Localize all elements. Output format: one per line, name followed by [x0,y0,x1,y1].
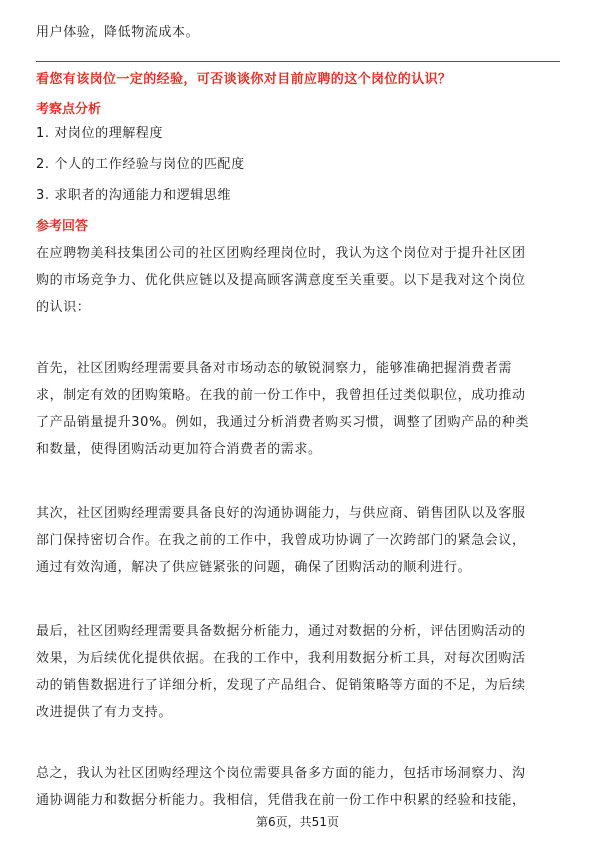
paragraph-line: 效果，为后续优化提供依据。在我的工作中，我利用数据分析工具，对每次团购活 [36,651,526,666]
paragraph-line: 其次，社区团购经理需要具备良好的沟通协调能力，与供应商、销售团队以及客服 [36,506,526,521]
paragraph-line: 首先，社区团购经理需要具备对市场动态的敏锐洞察力，能够准确把握消费者需 [36,361,513,376]
answer-paragraph-second [36,500,560,581]
analysis-item: 2. 个人的工作经验与岗位的匹配度 [36,157,245,172]
paragraph-line: 的认识： [36,300,91,315]
analysis-item: 3. 求职者的沟通能力和逻辑思维 [36,188,232,203]
answer-paragraph-third [36,618,560,726]
paragraph-line: 购的市场竞争力、优化供应链以及提高顾客满意度至关重要。以下是我对这个岗位 [36,273,526,288]
paragraph-line: 改进提供了有力支持。 [36,705,173,720]
answer-paragraph-summary [36,760,560,814]
paragraph-line: 通过有效沟通，解决了供应链紧张的问题，确保了团购活动的顺利进行。 [36,560,472,575]
paragraph-line: 了产品销量提升30%。例如，我通过分析消费者购买习惯，调整了团购产品的种类 [36,415,530,430]
previous-paragraph-tail: 用户体验，降低物流成本。 [36,25,200,40]
interview-question: 看您有该岗位一定的经验，可否谈谈你对目前应聘的这个岗位的认识？ [36,72,452,87]
paragraph-line: 总之，我认为社区团购经理这个岗位需要具备多方面的能力，包括市场洞察力、沟 [36,766,526,781]
paragraph-line: 在应聘物美科技集团公司的社区团购经理岗位时，我认为这个岗位对于提升社区团 [36,246,526,261]
answer-paragraph-intro [36,240,560,321]
answer-paragraph-first [36,355,560,463]
section-divider [36,61,560,62]
analysis-item: 1. 对岗位的理解程度 [36,126,164,141]
paragraph-line: 通协调能力和数据分析能力。我相信，凭借我在前一份工作中积累的经验和技能， [36,793,526,808]
paragraph-line: 求，制定有效的团购策略。在我的前一份工作中，我曾担任过类似职位，成功推动 [36,388,526,403]
analysis-title: 考察点分析 [36,102,102,117]
paragraph-line: 动的销售数据进行了详细分析，发现了产品组合、促销策略等方面的不足，为后续 [36,678,526,693]
paragraph-line: 和数量，使得团购活动更加符合消费者的需求。 [36,442,322,457]
paragraph-line: 最后，社区团购经理需要具备数据分析能力，通过对数据的分析，评估团购活动的 [36,624,526,639]
page-number: 第6页，共51页 [256,815,339,829]
paragraph-line: 部门保持密切合作。在我之前的工作中，我曾成功协调了一次跨部门的紧急会议， [36,533,526,548]
answer-title: 参考回答 [36,219,89,234]
